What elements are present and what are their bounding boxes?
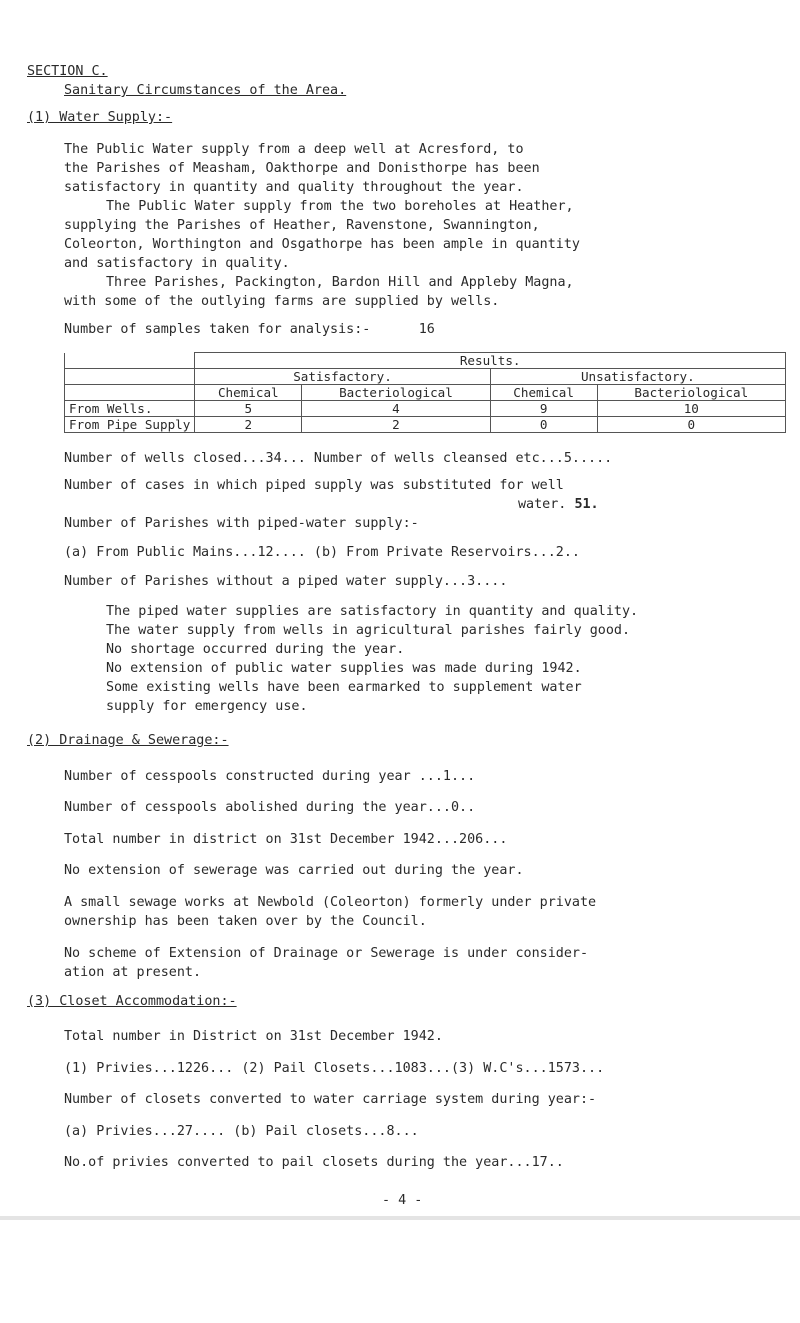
sewage-works-line-2: ownership has been taken over by the Council. — [64, 914, 427, 929]
section-heading: SECTION C. — [27, 64, 108, 79]
drainage-heading — [27, 731, 229, 750]
cell-sat-chemical: 2 — [195, 417, 302, 433]
table-blank-cell — [65, 385, 195, 401]
page-number: - 4 - — [382, 1193, 423, 1208]
water-para-line-9: with some of the outlying farms are supplied by wells. — [64, 294, 500, 309]
results-group-row — [65, 369, 786, 385]
samples-line: Number of samples taken for analysis:- 16 — [64, 322, 435, 337]
row-label: From Wells. — [65, 401, 195, 417]
table-row — [65, 417, 786, 433]
table-blank-cell — [65, 369, 195, 385]
wells-closed-line: Number of wells closed...34... Number of wells cleansed etc...5..... — [64, 451, 613, 466]
mains-line: (a) From Public Mains...12.... (b) From Private Reservoirs...2.. — [64, 545, 580, 560]
water-para-line-2: the Parishes of Measham, Oakthorpe and Donisthorpe has been — [64, 161, 540, 176]
note-line-6: supply for emergency use. — [106, 699, 308, 714]
cesspools-constructed-line: Number of cesspools constructed during year ...1... — [64, 769, 476, 784]
water-supply-heading-text: (1) Water Supply:- — [27, 110, 173, 125]
closets-total-line: Total number in District on 31st December 1942. — [64, 1029, 443, 1044]
results-table — [64, 352, 786, 433]
results-title-row — [65, 353, 786, 369]
satisfactory-header: Satisfactory. — [195, 369, 490, 385]
cell-sat-bacteriological: 2 — [302, 417, 490, 433]
cesspools-total-line: Total number in district on 31st December 1942...206... — [64, 832, 508, 847]
note-line-4: No extension of public water supplies was made during 1942. — [106, 661, 582, 676]
closets-converted-counts: (a) Privies...27.... (b) Pail closets...8... — [64, 1124, 419, 1139]
note-line-3: No shortage occurred during the year. — [106, 642, 405, 657]
water-para-line-5: supplying the Parishes of Heather, Ravenstone, Swannington, — [64, 218, 540, 233]
note-line-1: The piped water supplies are satisfactory in quantity and quality. — [106, 604, 639, 619]
water-para-line-7: and satisfactory in quality. — [64, 256, 290, 271]
table-corner — [65, 353, 195, 369]
privies-to-pail-line: No.of privies converted to pail closets during the year...17.. — [64, 1155, 564, 1170]
no-sewerage-extension-line: No extension of sewerage was carried out during the year. — [64, 863, 524, 878]
parishes-piped-line: Number of Parishes with piped-water supply:- — [64, 516, 419, 531]
table-row — [65, 401, 786, 417]
cell-uns-bacteriological: 10 — [597, 401, 785, 417]
closets-counts-line: (1) Privies...1226... (2) Pail Closets...1083...(3) W.C's...1573... — [64, 1061, 605, 1076]
scan-bottom-edge — [0, 1216, 800, 1220]
closets-heading — [27, 992, 237, 1011]
cell-uns-bacteriological: 0 — [597, 417, 785, 433]
uns-chemical-header: Chemical — [490, 385, 597, 401]
scheme-line-2: ation at present. — [64, 965, 202, 980]
section-title: Sanitary Circumstances of the Area. — [64, 83, 347, 98]
scheme-line-1: No scheme of Extension of Drainage or Sewerage is under consider- — [64, 946, 589, 961]
results-column-row — [65, 385, 786, 401]
results-title: Results. — [195, 353, 786, 369]
substituted-line-1: Number of cases in which piped supply was substituted for well — [64, 478, 564, 493]
cell-uns-chemical: 0 — [490, 417, 597, 433]
sewage-works-line-1: A small sewage works at Newbold (Coleorton) formerly under private — [64, 895, 597, 910]
cell-sat-chemical: 5 — [195, 401, 302, 417]
water-para-line-3: satisfactory in quantity and quality throughout the year. — [64, 180, 524, 195]
water-para-line-1: The Public Water supply from a deep well at Acresford, to — [64, 142, 524, 157]
sat-bacteriological-header: Bacteriological — [302, 385, 490, 401]
uns-bacteriological-header: Bacteriological — [597, 385, 785, 401]
substituted-value: 51. — [574, 497, 599, 512]
sat-chemical-header: Chemical — [195, 385, 302, 401]
cesspools-abolished-line: Number of cesspools abolished during the year...0.. — [64, 800, 476, 815]
note-line-5: Some existing wells have been earmarked to supplement water — [106, 680, 582, 695]
row-label: From Pipe Supply — [65, 417, 195, 433]
without-piped-line: Number of Parishes without a piped water supply...3.... — [64, 574, 508, 589]
water-para-line-4: The Public Water supply from the two boreholes at Heather, — [106, 199, 574, 214]
water-para-line-6: Coleorton, Worthington and Osgathorpe has been ample in quantity — [64, 237, 580, 252]
water-supply-heading — [27, 108, 172, 127]
substituted-line-2 — [518, 495, 599, 514]
water-para-line-8: Three Parishes, Packington, Bardon Hill and Appleby Magna, — [106, 275, 574, 290]
note-line-2: The water supply from wells in agricultural parishes fairly good. — [106, 623, 631, 638]
closets-heading-text: (3) Closet Accommodation:- — [27, 994, 237, 1009]
unsatisfactory-header: Unsatisfactory. — [490, 369, 785, 385]
closets-converted-line: Number of closets converted to water carriage system during year:- — [64, 1092, 597, 1107]
cell-sat-bacteriological: 4 — [302, 401, 490, 417]
drainage-heading-text: (2) Drainage & Sewerage:- — [27, 733, 229, 748]
substituted-water-word: water. — [518, 497, 567, 512]
cell-uns-chemical: 9 — [490, 401, 597, 417]
